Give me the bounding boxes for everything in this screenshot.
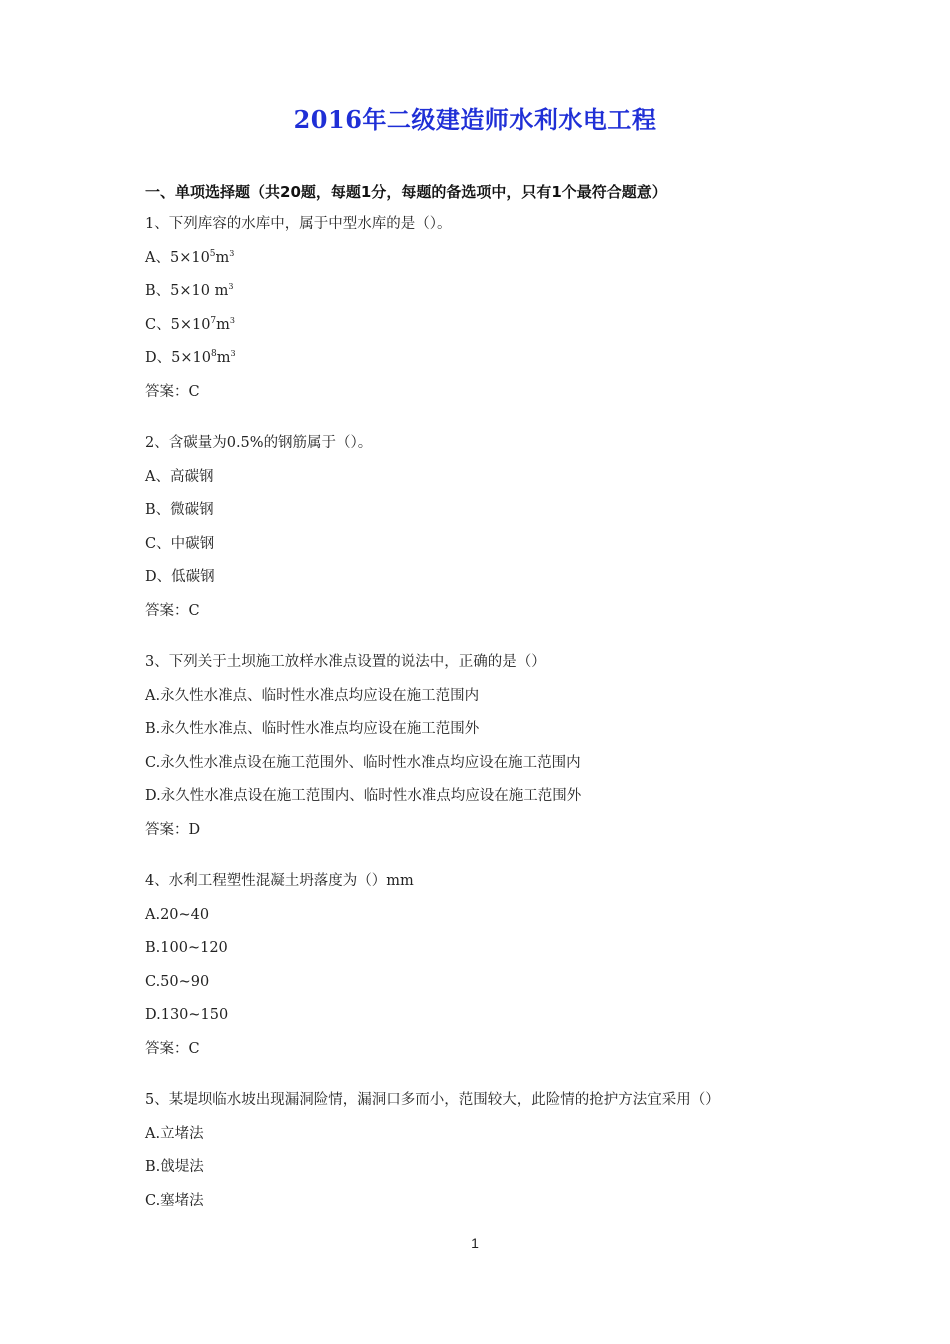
question-3-answer: 答案：D (145, 822, 201, 838)
unit: m (214, 283, 229, 299)
question-2-answer: 答案：C (145, 603, 200, 619)
question-4-option-a: A.20~40 (145, 907, 210, 923)
question-3-option-a: A.永久性水准点、临时性水准点均应设在施工范围内 (145, 688, 480, 704)
question-4-option-c: C.50~90 (145, 974, 210, 990)
page-number: 1 (471, 1235, 479, 1251)
question-3-stem: 3、下列关于土坝施工放样水准点设置的说法中，正确的是（） (145, 654, 546, 670)
question-1-option-b (145, 281, 233, 301)
section-heading: 一、单项选择题（共20题，每题1分，每题的备选项中，只有1个最符合题意） (145, 183, 667, 201)
option-text: A、5×10 (145, 250, 210, 266)
question-3-option-d: D.永久性水准点设在施工范围内、临时性水准点均应设在施工范围外 (145, 788, 582, 804)
unit: m (215, 250, 230, 266)
question-5-option-c: C.塞堵法 (145, 1193, 204, 1209)
question-2-stem: 2、含碳量为0.5%的钢筋属于（）。 (145, 435, 373, 451)
question-2-option-d: D、低碳钢 (145, 569, 215, 585)
question-4-stem: 4、水利工程塑性混凝土坍落度为（）mm (145, 873, 414, 889)
question-1-answer: 答案：C (145, 384, 200, 400)
question-2-option-b: B、微碳钢 (145, 502, 214, 518)
exponent: 8 (210, 349, 217, 360)
question-2-option-c: C、中碳钢 (145, 536, 215, 552)
question-2-option-a: A、高碳钢 (145, 469, 214, 485)
document-title: 2016年二级建造师水利水电工程 (293, 105, 657, 134)
unit-exponent: 3 (229, 316, 235, 326)
question-1-option-c (145, 315, 235, 335)
option-text: C、5×10 (145, 317, 211, 333)
question-3-option-b: B.永久性水准点、临时性水准点均应设在施工范围外 (145, 721, 480, 737)
exponent: 5 (209, 249, 216, 260)
unit: m (216, 350, 231, 366)
question-4-option-d: D.130~150 (145, 1007, 229, 1023)
unit-exponent: 3 (228, 282, 234, 292)
option-text: B、5×10 (145, 283, 215, 299)
exponent: 7 (210, 316, 217, 327)
question-1-option-a (145, 248, 234, 268)
question-5-stem: 5、某堤坝临水坡出现漏洞险情，漏洞口多而小，范围较大，此险情的抢护方法宜采用（） (145, 1092, 720, 1108)
question-1-stem: 1、下列库容的水库中，属于中型水库的是（）。 (145, 216, 452, 232)
question-5-option-a: A.立堵法 (145, 1126, 204, 1142)
question-3-option-c: C.永久性水准点设在施工范围外、临时性水准点均应设在施工范围内 (145, 755, 581, 771)
question-4-option-b: B.100~120 (145, 940, 228, 956)
unit-exponent: 3 (229, 249, 235, 259)
unit: m (216, 317, 230, 333)
question-5-option-b: B.戗堤法 (145, 1159, 204, 1175)
question-1-option-d (145, 348, 236, 368)
unit-exponent: 3 (230, 349, 236, 359)
question-4-answer: 答案：C (145, 1041, 200, 1057)
option-text: D、5×10 (145, 350, 211, 366)
